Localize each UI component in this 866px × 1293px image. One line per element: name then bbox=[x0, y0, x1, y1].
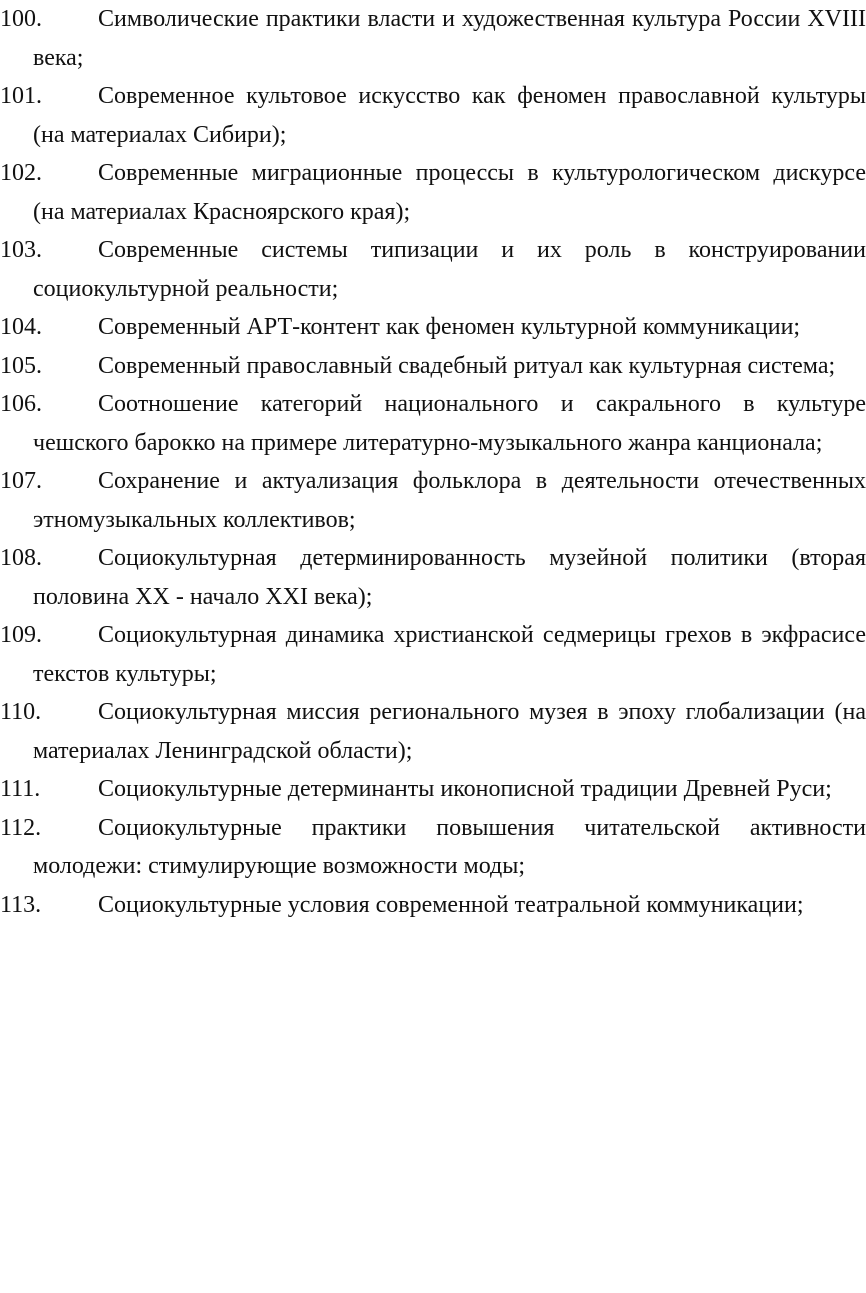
list-item bbox=[0, 77, 866, 154]
item-number: 101. bbox=[0, 83, 42, 109]
item-text: Современный православный свадебный ритуал как культурная система; bbox=[98, 352, 836, 379]
item-text: Социокультурная миссия регионального музея в эпоху глобализации (на материалах Ленинградской области); bbox=[33, 699, 866, 764]
item-text: Символические практики власти и художественная культура России XVIII века; bbox=[33, 6, 866, 71]
item-number: 107. bbox=[0, 468, 42, 494]
item-text: Социокультурная детерминированность музейной политики (вторая половина XX - начало XXI века); bbox=[33, 545, 866, 610]
list-item bbox=[0, 693, 866, 770]
item-number: 110. bbox=[0, 699, 42, 725]
item-number: 100. bbox=[0, 6, 42, 32]
item-text: Соотношение категорий национального и сакрального в культуре чешского барокко на примере литературно-музыкального жанра канционала; bbox=[33, 391, 866, 456]
item-number: 109. bbox=[0, 622, 42, 648]
item-number: 102. bbox=[0, 160, 42, 186]
item-number: 111. bbox=[0, 776, 41, 802]
list-item bbox=[0, 770, 866, 809]
item-text: Социокультурные детерминанты иконописной традиции Древней Руси; bbox=[98, 776, 832, 802]
item-text: Социокультурные условия современной театральной коммуникации; bbox=[98, 891, 804, 918]
list-item bbox=[0, 154, 866, 231]
list-item bbox=[0, 0, 866, 77]
item-text: Современный АРТ-контент как феномен культурной коммуникации; bbox=[98, 314, 801, 340]
list-item bbox=[0, 809, 866, 886]
list-item bbox=[0, 462, 866, 539]
list-item bbox=[0, 539, 866, 616]
item-text: Социокультурные практики повышения читательской активности молодежи: стимулирующие возможности моды; bbox=[33, 814, 866, 879]
item-number: 108. bbox=[0, 545, 42, 571]
list-item bbox=[0, 886, 866, 925]
item-text: Современные системы типизации и их роль в конструировании социокультурной реальности; bbox=[33, 237, 866, 302]
list-item bbox=[0, 616, 866, 693]
item-number: 106. bbox=[0, 391, 42, 417]
item-text: Сохранение и актуализация фольклора в деятельности отечественных этномузыкальных коллективов; bbox=[33, 468, 866, 533]
list-item bbox=[0, 347, 866, 386]
item-number: 105. bbox=[0, 352, 42, 379]
item-number: 112. bbox=[0, 814, 42, 841]
item-text: Современное культовое искусство как феномен православной культуры (на материалах Сибири); bbox=[33, 83, 866, 148]
list-item bbox=[0, 231, 866, 308]
item-number: 104. bbox=[0, 314, 42, 340]
list-item bbox=[0, 308, 866, 347]
list-item bbox=[0, 385, 866, 462]
item-number: 103. bbox=[0, 237, 42, 263]
item-number: 113. bbox=[0, 891, 42, 918]
item-text: Социокультурная динамика христианской седмерицы грехов в экфрасисе текстов культуры; bbox=[33, 622, 866, 687]
item-text: Современные миграционные процессы в культурологическом дискурсе (на материалах Красноярского края); bbox=[33, 160, 866, 225]
